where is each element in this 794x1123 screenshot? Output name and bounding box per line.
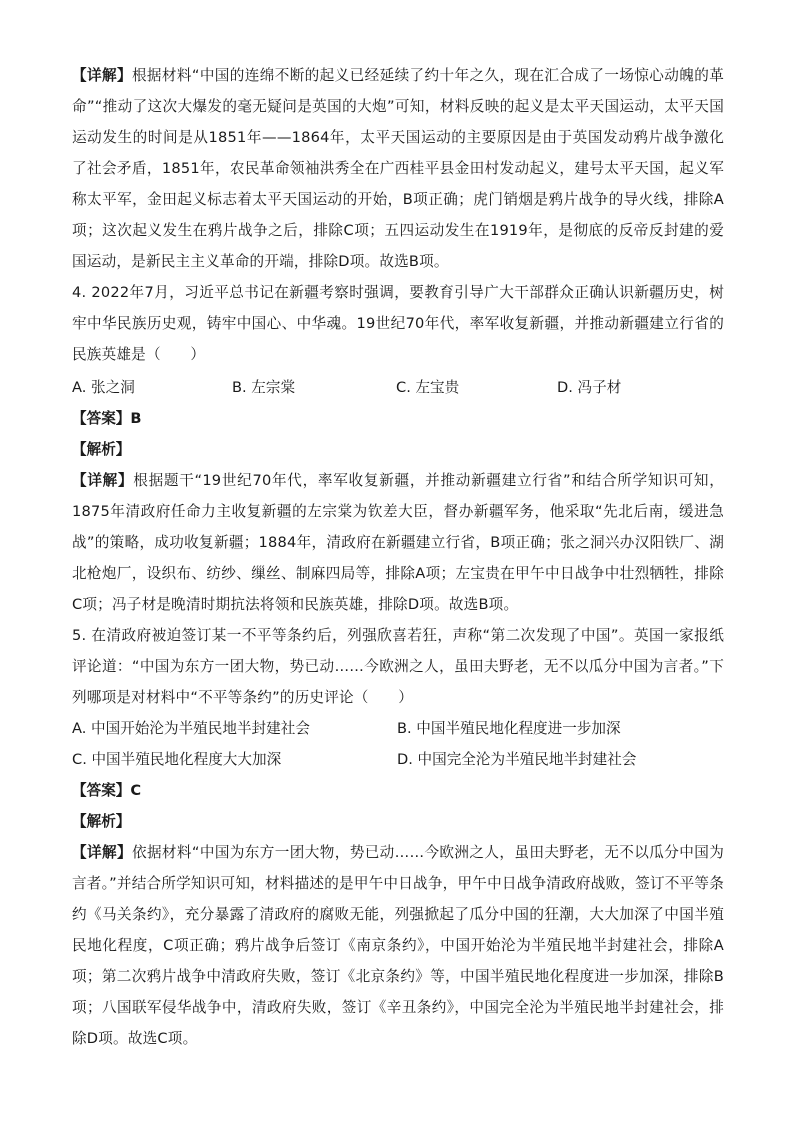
question-5-options-row-1	[72, 713, 724, 744]
option-c: C. 中国半殖民地化程度大大加深	[72, 751, 282, 768]
option-d: D. 冯子材	[557, 379, 622, 396]
option-a: A. 张之洞	[72, 379, 135, 396]
question-4-detail	[72, 465, 724, 620]
question-5-detail	[72, 837, 724, 1054]
detail-tag: 【详解】	[72, 472, 134, 489]
option-b: B. 左宗棠	[232, 379, 296, 396]
question-5-options-row-2	[72, 744, 724, 775]
analysis-label: 【解析】	[72, 813, 131, 830]
option-b: B. 中国半殖民地化程度进一步加深	[397, 720, 621, 737]
option-a: A. 中国开始沦为半殖民地半封建社会	[72, 720, 310, 737]
question-4-stem: 4. 2022年7月，习近平总书记在新疆考察时强调，要教育引导广大干部群众正确认识新疆历史，树牢中华民族历史观，铸牢中国心、中华魂。19世纪70年代，率军收复新疆，并推动新疆建立行省的民族英雄是（ ）	[72, 284, 724, 363]
question-5-stem: 5. 在清政府被迫签订某一不平等条约后，列强欣喜若狂，声称“第二次发现了中国”。英国一家报纸评论道：“中国为东方一团大物，势已动……今欧洲之人，虽田夫野老，无不以瓜分中国为言者。”下列哪项是对材料中“不平等条约”的历史评论（ ）	[72, 627, 724, 706]
explanation-text: 根据材料“中国的连绵不断的起义已经延续了约十年之久，现在汇合成了一场惊心动魄的革命”“推动了这次大爆发的毫无疑问是英国的大炮”可知，材料反映的起义是太平天国运动，太平天国运动发生的时间是从1851年——1864年，太平天国运动的主要原因是由于英国发动鸦片战争激化了社会矛盾，1851年，农民革命领袖洪秀全在广西桂平县金田村发动起义，建号太平天国，起义军称太平军，金田起义标志着太平天国运动的开始，B项正确；虎门销烟是鸦片战争的导火线，排除A项；这次起义发生在鸦片战争之后，排除C项；五四运动发生在1919年，是彻底的反帝反封建的爱国运动，是新民主主义革命的开端，排除D项。故选B项。	[72, 67, 724, 270]
detail-tag: 【详解】	[72, 67, 132, 84]
question-4-options	[72, 372, 724, 403]
answer-label: 【答案】C	[72, 782, 142, 799]
answer-label: 【答案】B	[72, 410, 142, 427]
option-c: C. 左宝贵	[396, 379, 460, 396]
option-d: D. 中国完全沦为半殖民地半封建社会	[397, 751, 637, 768]
document-page	[72, 58, 724, 1054]
detail-text: 根据题干“19世纪70年代，率军收复新疆，并推动新疆建立行省”和结合所学知识可知，1875年清政府任命力主收复新疆的左宗棠为钦差大臣，督办新疆军务，他采取“先北后南，缓进急战”的策略，成功收复新疆；1884年，清政府在新疆建立行省，B项正确；张之洞兴办汉阳铁厂、湖北枪炮厂，设织布、纺纱、缫丝、制麻四局等，排除A项；左宝贵在甲午中日战争中壮烈牺牲，排除C项；冯子材是晚清时期抗法将领和民族英雄，排除D项。故选B项。	[72, 472, 724, 613]
detail-tag: 【详解】	[72, 844, 132, 861]
prev-explanation	[72, 60, 724, 277]
detail-text: 依据材料“中国为东方一团大物，势已动……今欧洲之人，虽田夫野老，无不以瓜分中国为言者。”并结合所学知识可知，材料描述的是甲午中日战争，甲午中日战争清政府战败，签订不平等条约《马关条约》，充分暴露了清政府的腐败无能，列强掀起了瓜分中国的狂潮，大大加深了中国半殖民地化程度，C项正确；鸦片战争后签订《南京条约》，中国开始沦为半殖民地半封建社会，排除A项；第二次鸦片战争中清政府失败，签订《北京条约》等，中国半殖民地化程度进一步加深，排除B项；八国联军侵华战争中，清政府失败，签订《辛丑条约》，中国完全沦为半殖民地半封建社会，排除D项。故选C项。	[72, 844, 724, 1047]
analysis-label: 【解析】	[72, 441, 131, 458]
